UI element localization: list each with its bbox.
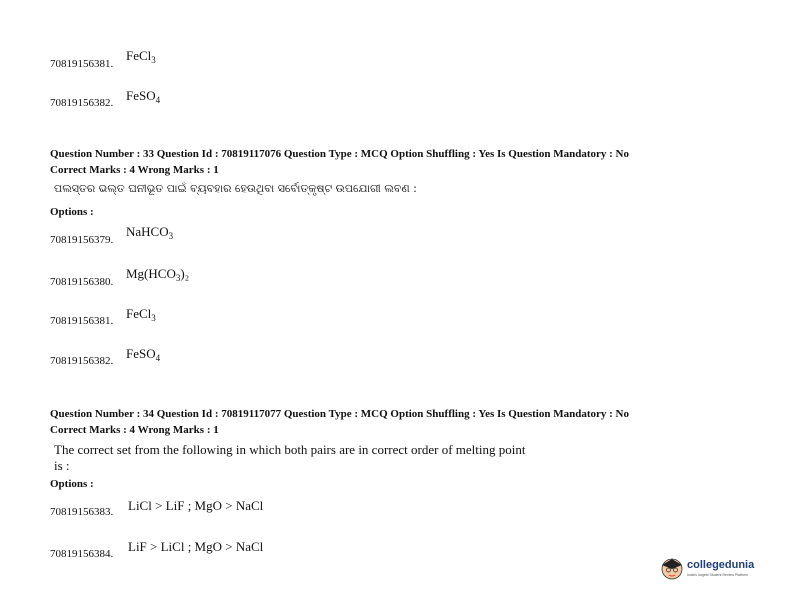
question-text-line: is : — [54, 458, 70, 473]
option-text: LiCl > LiF ; MgO > NaCl — [128, 498, 264, 513]
student-mascot-icon — [660, 555, 684, 583]
question-text-line: The correct set from the following in which both pairs are in correct order of melting point — [54, 442, 526, 457]
option-id: 70819156379. — [50, 234, 114, 246]
option-formula: FeSO$_4$ — [126, 88, 161, 105]
question-text: ପଲସ୍ତର ଭଲ୍ତ ଘନୀଭୂତ ପାଇଁ ବ୍ୟବହାର ହେଉଥିବା ସର୍ବୋତ୍କୃଷ୍ଟ ଉପଯୋଗୀ ଲବଣ : — [54, 182, 417, 195]
option-id: 70819156381. — [50, 58, 114, 70]
option-text: LiF > LiCl ; MgO > NaCl — [128, 539, 264, 554]
option-id: 70819156383. — [50, 506, 114, 518]
option-formula: FeCl$_3$ — [126, 306, 156, 323]
collegedunia-logo — [660, 553, 760, 585]
option-formula: NaHCO$_3$ — [126, 224, 174, 241]
question-header: Question Number : 34 Question Id : 70819117077 Question Type : MCQ Option Shuffling : Yes Is Question Mandatory : No — [50, 408, 629, 420]
option-formula: FeSO$_4$ — [126, 346, 161, 363]
option-formula: $Mg(HCO_3)_2$ — [126, 266, 190, 283]
option-id: 70819156384. — [50, 548, 114, 560]
option-formula: FeCl$_3$ — [126, 48, 156, 65]
question-marks: Correct Marks : 4 Wrong Marks : 1 — [50, 164, 219, 176]
option-id: 70819156382. — [50, 355, 114, 367]
logo-wordmark: collegedunia — [687, 559, 755, 571]
option-id: 70819156381. — [50, 315, 114, 327]
question-text — [54, 442, 654, 474]
question-marks: Correct Marks : 4 Wrong Marks : 1 — [50, 424, 219, 436]
question-header: Question Number : 33 Question Id : 70819117076 Question Type : MCQ Option Shuffling : Yes Is Question Mandatory : No — [50, 148, 629, 160]
options-label: Options : — [50, 478, 94, 490]
option-id: 70819156380. — [50, 276, 114, 288]
options-label: Options : — [50, 206, 94, 218]
option-id: 70819156382. — [50, 97, 114, 109]
logo-tagline: India's largest Student Review Platform — [687, 573, 748, 577]
